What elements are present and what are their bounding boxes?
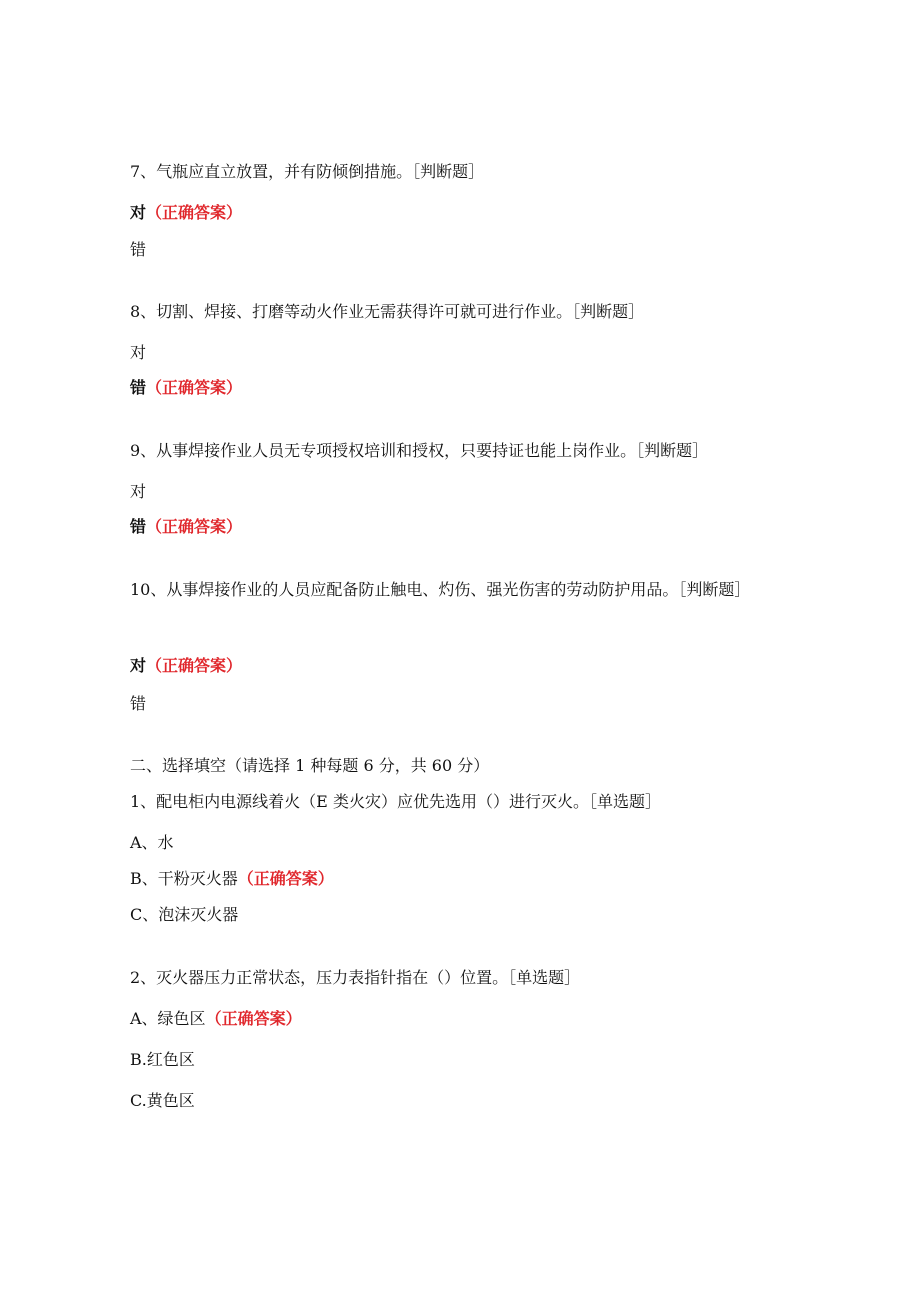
option-text: B、干粉灭火器 (130, 869, 238, 888)
option-text: 错 (130, 517, 147, 536)
option-correct (130, 869, 334, 889)
correct-answer-tag: （正确答案） (146, 656, 243, 675)
option-correct (130, 517, 242, 537)
option-text: 对 (130, 203, 147, 222)
option: B.红色区 (130, 1050, 195, 1069)
option-text: 对 (130, 656, 147, 675)
option: 对 (130, 482, 147, 501)
question-stem: 8、切割、焊接、打磨等动火作业无需获得许可就可进行作业。［判断题］ (130, 302, 645, 321)
option: A、水 (130, 833, 174, 852)
question-stem: 7、气瓶应直立放置，并有防倾倒措施。［判断题］ (130, 162, 485, 181)
option: C.黄色区 (130, 1091, 195, 1110)
option: 错 (130, 240, 147, 259)
correct-answer-tag: （正确答案） (205, 1009, 302, 1028)
question-stem: 9、从事焊接作业人员无专项授权培训和授权，只要持证也能上岗作业。［判断题］ (130, 441, 709, 460)
option: 错 (130, 694, 147, 713)
option: 对 (130, 343, 147, 362)
question-stem: 10、从事焊接作业的人员应配备防止触电、灼伤、强光伤害的劳动防护用品。［判断题］ (130, 580, 751, 599)
question-stem: 2、灭火器压力正常状态，压力表指针指在（）位置。［单选题］ (130, 968, 581, 987)
correct-answer-tag: （正确答案） (146, 517, 243, 536)
option-correct (130, 378, 242, 398)
section-heading: 二、选择填空（请选择 1 种每题 6 分，共 60 分） (130, 756, 490, 775)
correct-answer-tag: （正确答案） (237, 869, 334, 888)
option-correct (130, 1009, 302, 1029)
question-stem: 1、配电柜内电源线着火（E 类火灾）应优先选用（）进行灭火。［单选题］ (130, 792, 661, 811)
option: C、泡沫灭火器 (130, 905, 239, 924)
option-text: 错 (130, 378, 147, 397)
option-correct (130, 203, 242, 223)
correct-answer-tag: （正确答案） (146, 378, 243, 397)
correct-answer-tag: （正确答案） (146, 203, 243, 222)
option-correct (130, 656, 242, 676)
option-text: A、绿色区 (130, 1009, 206, 1028)
